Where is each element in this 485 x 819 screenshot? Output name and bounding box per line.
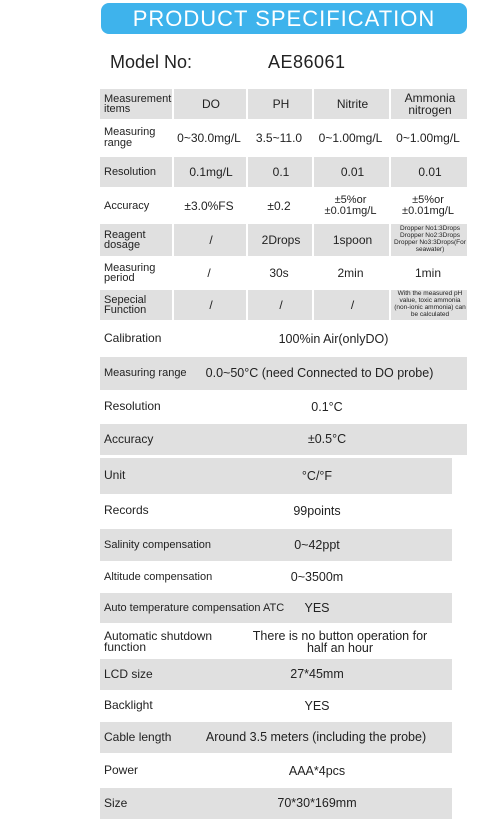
table-row [100, 190, 467, 222]
table-cell: ±5%or ±0.01mg/L [324, 194, 377, 217]
spec-value: ±0.5°C [307, 432, 347, 447]
table-cell: ±0.2 [267, 199, 291, 213]
spec-value: 70*30*169mm [277, 796, 357, 811]
spec-label: Size [104, 795, 128, 810]
table-cell: / [312, 290, 391, 320]
spec-row-records [100, 496, 467, 526]
table-cell: 0.01 [312, 157, 391, 187]
table-cell: / [246, 290, 314, 320]
spec-label: Cable length [104, 729, 172, 744]
table-cell: 1spoon [312, 224, 391, 256]
row-label: Measuring period [104, 261, 156, 284]
spec-value: Around 3.5 meters (including the probe) [205, 730, 427, 745]
column-header-measurement-items: Measurement items [104, 92, 172, 115]
page-title-banner [101, 3, 467, 34]
spec-label: Salinity compensation [104, 538, 212, 551]
spec-row-measuring-range [100, 357, 467, 390]
spec-label: Accuracy [104, 431, 154, 446]
page-title: PRODUCT SPECIFICATION [132, 5, 436, 31]
column-header-ph: PH [246, 89, 314, 119]
spec-row-backlight [100, 691, 467, 721]
table-row [100, 290, 467, 320]
table-cell: 0~1.00mg/L [318, 130, 383, 145]
spec-row-calibration [100, 323, 467, 355]
spec-label: Auto temperature compensation ATC [104, 601, 285, 614]
spec-label: Unit [104, 468, 126, 483]
table-cell: 3.5~11.0 [255, 130, 303, 145]
table-cell: 2min [337, 266, 364, 280]
spec-value: 0.0~50°C (need Connected to DO probe) [205, 366, 434, 381]
spec-label: Records [104, 503, 149, 518]
spec-value: 0.1°C [311, 399, 343, 414]
spec-label: Backlight [104, 698, 153, 713]
table-cell: / [207, 266, 211, 280]
table-header-row [100, 89, 467, 119]
row-label: Sepecial Function [104, 293, 147, 316]
spec-value: 100%in Air(onlyDO) [278, 331, 389, 346]
spec-row-accuracy [100, 424, 467, 455]
spec-value: 0~3500m [290, 569, 344, 584]
spec-row-automatic-shutdown [100, 626, 467, 658]
model-label: Model No: [110, 52, 193, 72]
spec-label: Resolution [104, 399, 161, 414]
spec-value: °C/°F [301, 468, 333, 483]
table-cell: 0.1mg/L [172, 157, 248, 187]
spec-label: LCD size [104, 666, 153, 681]
table-row [100, 121, 467, 154]
spec-value: YES [304, 600, 330, 615]
spec-row-cable-length [100, 722, 452, 753]
spec-label: Power [104, 763, 139, 778]
table-cell: 0.01 [389, 157, 469, 187]
model-number: AE86061 [268, 52, 346, 72]
spec-row-lcd-size [100, 659, 452, 690]
spec-value: AAA*4pcs [288, 763, 346, 778]
table-cell: 0~30.0mg/L [177, 130, 241, 145]
column-header-nitrite: Nitrite [312, 89, 391, 119]
row-label: Reagent dosage [104, 228, 146, 251]
spec-value: 0~42ppt [294, 537, 340, 552]
table-cell: 1min [414, 266, 441, 280]
table-row [100, 258, 467, 288]
spec-row-auto-temperature-compensation [100, 593, 452, 623]
spec-row-size [100, 788, 452, 819]
table-row [100, 157, 467, 187]
table-row [100, 224, 467, 256]
spec-label: Altitude compensation [104, 570, 213, 583]
table-cell: / [172, 224, 248, 256]
row-label: Measuring range [104, 126, 156, 149]
spec-row-salinity-compensation [100, 529, 452, 561]
table-cell: 0~1.00mg/L [396, 130, 460, 145]
column-header-ammonia-nitrogen: Ammonia nitrogen [389, 89, 469, 119]
table-cell: / [172, 290, 248, 320]
column-header-do: DO [172, 89, 248, 119]
table-cell: Dropper No1:3Drops Dropper No2:3Drops Dropper No3:3Drops(For seawater) [389, 224, 469, 256]
spec-value: There is no button operation for half an hour [252, 628, 428, 655]
spec-row-unit [100, 458, 452, 494]
spec-label: Measuring range [104, 367, 187, 380]
table-cell: 2Drops [246, 224, 314, 256]
table-cell: With the measured pH value, toxic ammonia (non-ionic ammonia) can be calculated [389, 290, 469, 320]
spec-value: YES [304, 698, 330, 713]
table-cell: 0.1 [246, 157, 314, 187]
row-label: Accuracy [104, 199, 150, 212]
table-cell: ±3.0%FS [184, 199, 234, 213]
table-cell: ±5%or ±0.01mg/L [402, 194, 454, 217]
spec-row-power [100, 756, 467, 786]
spec-label: Calibration [104, 331, 162, 346]
spec-label: Automatic shutdown function [104, 628, 213, 654]
spec-value: 99points [293, 503, 341, 518]
spec-row-altitude-compensation [100, 562, 467, 592]
row-label: Resolution [104, 165, 156, 178]
spec-row-resolution [100, 392, 467, 422]
table-cell: 30s [269, 266, 289, 280]
spec-value: 27*45mm [290, 667, 344, 682]
